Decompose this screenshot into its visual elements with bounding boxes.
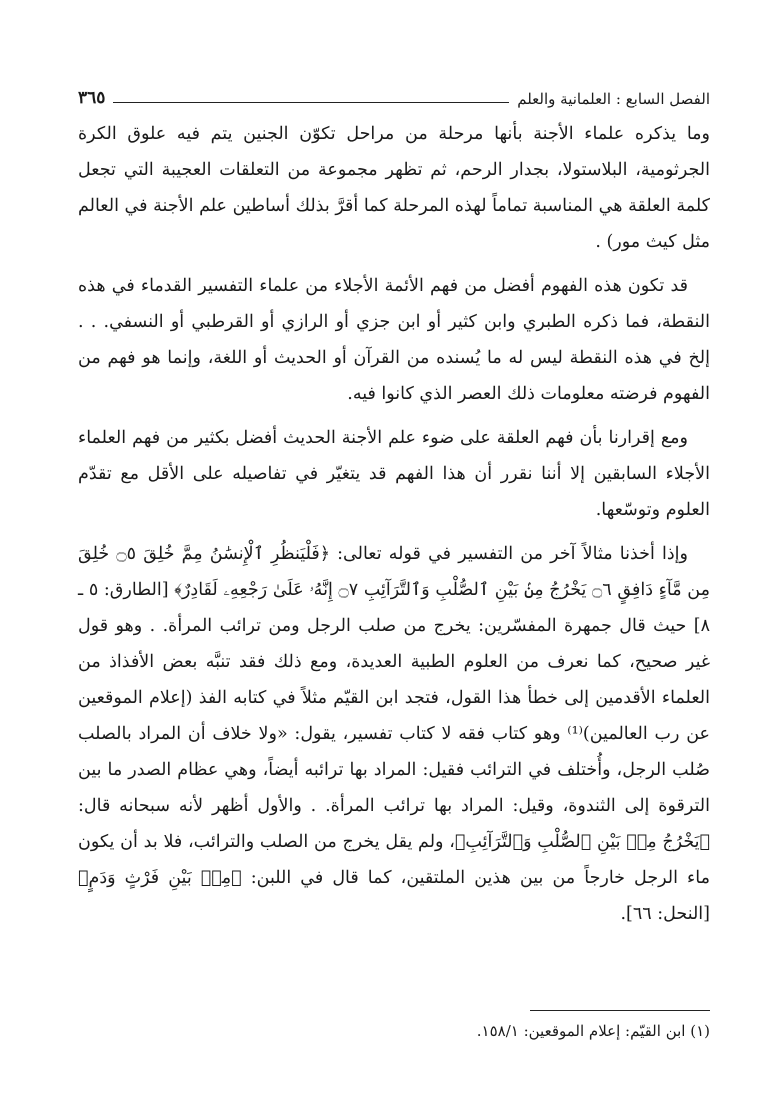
main-text	[78, 116, 710, 932]
chapter-title: الفصل السابع : العلمانية والعلم	[517, 90, 710, 108]
page-number: ٣٦٥	[78, 88, 106, 108]
running-header	[78, 78, 710, 108]
header-rule	[113, 102, 509, 103]
paragraph-2: قد تكون هذه الفهوم أفضل من فهم الأئمة الأجلاء من علماء التفسير القدماء في هذه النقطة، فما ذكره الطبري وابن كثير أو ابن جزي أو الرازي أو القرطبي أو النسفي. . . إلخ في هذه النقطة ليس له ما يُسنده من القرآن أو الحديث أو اللغة، وإنما هو فهم من الفهوم فرضته معلومات ذلك العصر الذي كانوا فيه.	[78, 276, 710, 404]
book-page	[78, 78, 710, 1088]
paragraph-1: وما يذكره علماء الأجنة بأنها مرحلة من مراحل تكوّن الجنين يتم فيه علوق الكرة الجرثومية، البلاستولا، بجدار الرحم، ثم تظهر مجموعة من التعلقات العجيبة التي تجعل كلمة العلقة هي المناسبة تماماً لهذه المرحلة كما أقرَّ بذلك أساطين علم الأجنة في العالم مثل كيث مور) .	[78, 124, 710, 252]
footnote: (١) ابن القيّم: إعلام الموقعين: ١٥٨/١.	[476, 1022, 710, 1040]
paragraph-4: وإذا أخذنا مثالاً آخر من التفسير في قوله تعالى: ﴿فَلْيَنظُرِ ٱلْإِنسَٰنُ مِمَّ خُلِقَ ۝٥ خُلِقَ مِن مَّآءٍ دَافِقٍ ۝٦ يَخْرُجُ مِنۢ بَيْنِ ٱلصُّلْبِ وَٱلتَّرَآئِبِ ۝٧ إِنَّهُۥ عَلَىٰ رَجْعِهِۦ لَقَادِرٌ﴾ [الطارق: ٥ ـ ٨] حيث قال جمهرة المفسّرين: يخرج من صلب الرجل ومن ترائب المرأة. . وهو قول غير صحيح، كما نعرف من العلوم الطبية العديدة، ومع ذلك فقد تنبَّه بعض الأفذاذ من العلماء الأقدمين إلى خطأ هذا القول، فتجد ابن القيّم مثلاً في كتابه الفذ (إعلام الموقعين عن رب العالمين)⁽¹⁾ وهو كتاب فقه لا كتاب تفسير، يقول: «ولا خلاف أن المراد بالصلب صُلب الرجل، وأُختلف في الترائب فقيل: المراد بها ترائبه أيضاً، وهي عظام الصدر ما بين الترقوة إلى الثندوة، وقيل: المراد بها ترائب المرأة. . والأول أظهر لأنه سبحانه قال: ﴿يَخْرُجُ مِنۢ بَيْنِ ٱلصُّلْبِ وَٱلتَّرَآئِبِ﴾، ولم يقل يخرج من الصلب والترائب، فلا بد أن يكون ماء الرجل خارجاً من بين هذين الملتقين، كما قال في اللبن: ﴿مِنۢ بَيْنِ فَرْثٍ وَدَمٍ﴾ [النحل: ٦٦].	[78, 544, 710, 924]
paragraph-3: ومع إقرارنا بأن فهم العلقة على ضوء علم الأجنة الحديث أفضل بكثير من فهم العلماء الأجلاء السابقين إلا أننا نقرر أن هذا الفهم قد يتغيّر في تفاصيله على الأقل مع تقدّم العلوم وتوسّعها.	[78, 428, 710, 520]
footnote-separator	[530, 1010, 710, 1011]
